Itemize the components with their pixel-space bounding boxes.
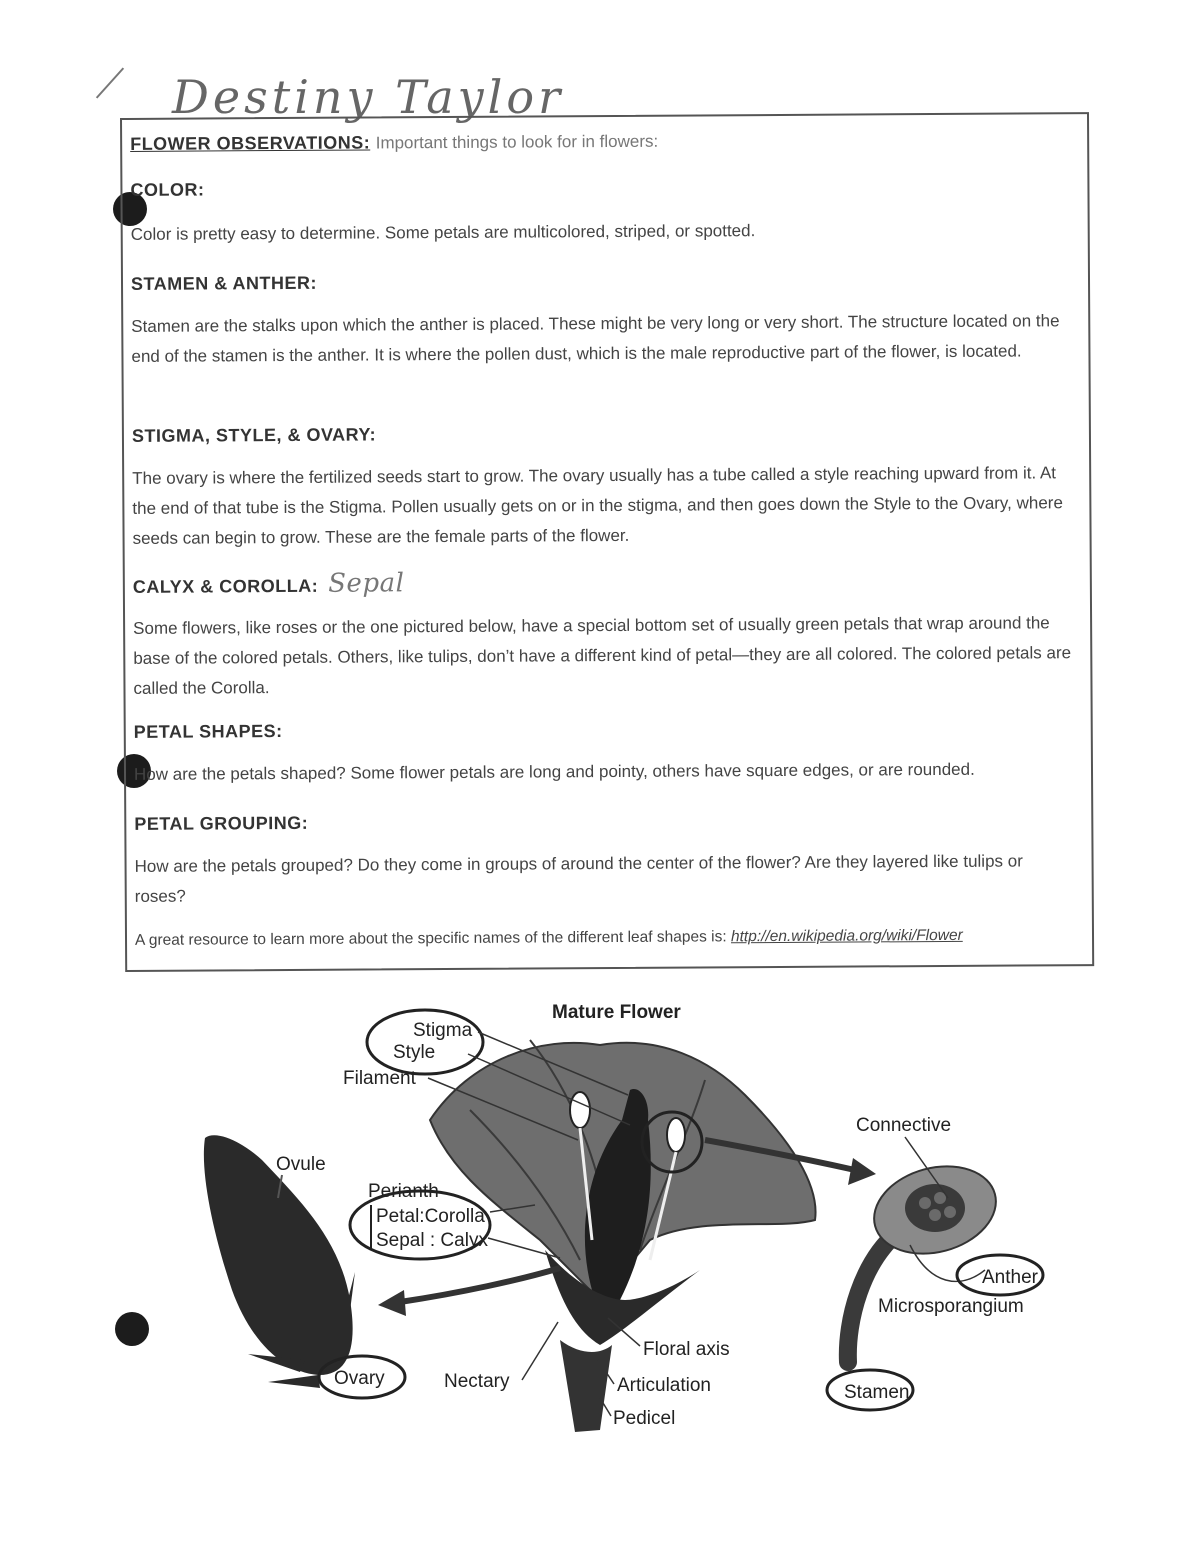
label-style: Style: [393, 1042, 436, 1063]
label-nectary: Nectary: [444, 1371, 510, 1392]
calyx-heading-text: CALYX & COROLLA:: [132, 575, 319, 597]
resource-link[interactable]: http://en.wikipedia.org/wiki/Flower: [730, 926, 963, 946]
label-ovary: Ovary: [334, 1368, 385, 1389]
section-body-petal-shapes: How are the petals shaped? Some flower petals are long and pointy, others have square edges, or are rounded.: [133, 759, 975, 784]
section-heading-stigma: STIGMA, STYLE, & OVARY:: [131, 424, 377, 446]
page-title: FLOWER OBSERVATIONS:: [130, 132, 371, 154]
label-stamen: Stamen: [844, 1382, 910, 1403]
label-perianth: Perianth: [368, 1181, 439, 1202]
label-filament: Filament: [343, 1068, 416, 1089]
diagram-title: Mature Flower: [552, 1002, 681, 1023]
label-ovule: Ovule: [276, 1154, 326, 1175]
label-petal: Petal:Corolla: [376, 1206, 485, 1227]
anther-left: [570, 1092, 590, 1128]
section-body-stamen: Stamen are the stalks upon which the anther is placed. These might be very long or very short. The structure located on the end of the stamen is the anther. It is where the pollen dust, which is the male reproductive part of the flower, is located.: [131, 311, 1060, 366]
section-body-calyx: Some flowers, like roses or the one pictured below, have a special bottom set of usually green petals that wrap around the base of the colored petals. Others, like tulips, don’t have a different kind of petal—they are all colored. The colored petals are called the Corolla.: [133, 613, 1072, 698]
header-intro: Important things to look for in flowers:: [375, 131, 659, 153]
resource-line: [135, 920, 1078, 956]
pollen-grain: [929, 1209, 941, 1221]
label-sepal: Sepal : Calyx: [376, 1230, 488, 1251]
label-connective: Connective: [856, 1115, 952, 1136]
section-body-color: Color is pretty easy to determine. Some petals are multicolored, striped, or spotted.: [130, 221, 756, 244]
arrow-head: [848, 1158, 876, 1185]
anther-right: [667, 1118, 685, 1152]
section-body-petal-grouping: How are the petals grouped? Do they come in groups of around the center of the flower? Are they layered like tulips or roses?: [134, 851, 1023, 906]
section-body-stigma: The ovary is where the fertilized seeds start to grow. The ovary usually has a tube called a style reaching upward from it. At the end of that tube is the Stigma. Pollen usually gets on or in the stigma, and then goes down the Style to the Ovary, where seeds can begin to grow. These are the female parts of the flower.: [132, 463, 1063, 548]
pollen-grain: [944, 1206, 956, 1218]
flower-diagram: [0, 980, 1200, 1450]
label-pedicel: Pedicel: [613, 1408, 676, 1429]
resource-text: A great resource to learn more about the specific names of the different leaf shapes is:: [134, 928, 727, 949]
section-heading-petal-grouping: PETAL GROUPING:: [134, 812, 309, 834]
section-heading-stamen: STAMEN & ANTHER:: [130, 272, 318, 294]
signature-slash: [96, 67, 124, 98]
pedicel: [560, 1340, 612, 1432]
pollen-grain: [919, 1197, 931, 1209]
nectary-pointer: [522, 1322, 558, 1380]
arrow-to-ovary: [400, 1268, 560, 1302]
label-floral-axis: Floral axis: [643, 1339, 730, 1360]
label-microsporangium: Microsporangium: [878, 1296, 1024, 1317]
section-heading-petal-shapes: PETAL SHAPES:: [133, 721, 283, 742]
arrow-head: [378, 1290, 406, 1316]
section-heading-calyx: [133, 564, 1076, 600]
header: [130, 128, 1073, 155]
label-articulation: Articulation: [617, 1375, 711, 1396]
observations-box: [120, 112, 1094, 972]
label-anther: Anther: [982, 1267, 1038, 1288]
student-signature: Destiny Taylor: [172, 70, 565, 124]
label-stigma: Stigma: [413, 1020, 473, 1041]
section-heading-color: COLOR:: [130, 179, 205, 200]
handwritten-annotation: Sepal: [328, 568, 405, 599]
ovary-sepal: [268, 1375, 320, 1388]
microsporangium-detail: [905, 1184, 965, 1232]
